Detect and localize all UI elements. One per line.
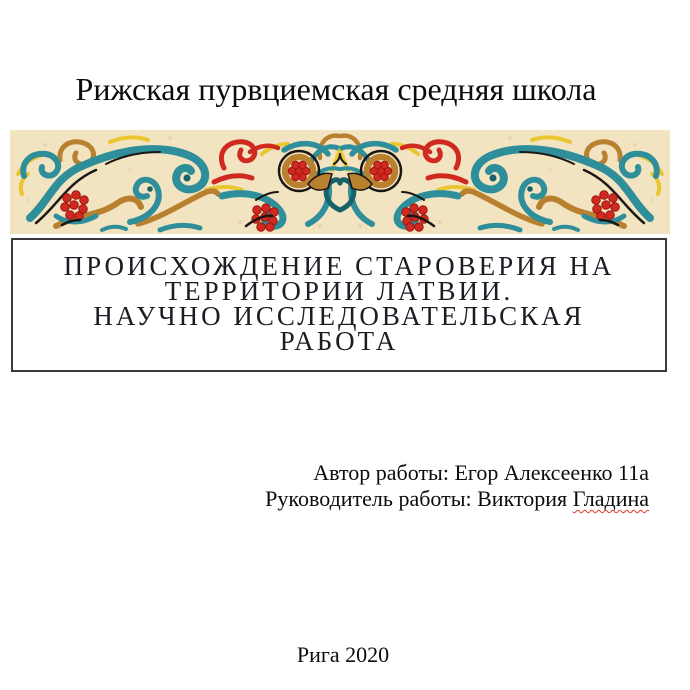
author-block [265,460,649,512]
title-line-2: ТЕРРИТОРИИ ЛАТВИИ. [164,276,514,306]
supervisor-line [265,486,649,512]
folk-ornament-graphic [10,130,670,234]
school-name-heading: Рижская пурвциемская средняя школа [75,71,597,107]
supervisor-prefix: Руководитель работы: Виктория [265,486,573,511]
supervisor-name-spellcheck: Гладина [572,486,649,511]
title-line-3: НАУЧНО ИССЛЕДОВАТЕЛЬСКАЯ [93,301,585,331]
folk-ornament-banner [10,130,670,234]
city-year-line: Рига 2020 [296,642,390,667]
title-line-1: ПРОИСХОЖДЕНИЕ СТАРОВЕРИЯ НА [63,251,615,281]
author-line: Автор работы: Егор Алексеенко 11а [313,460,649,485]
title-line-4: РАБОТА [279,326,399,356]
title-box [11,238,667,372]
